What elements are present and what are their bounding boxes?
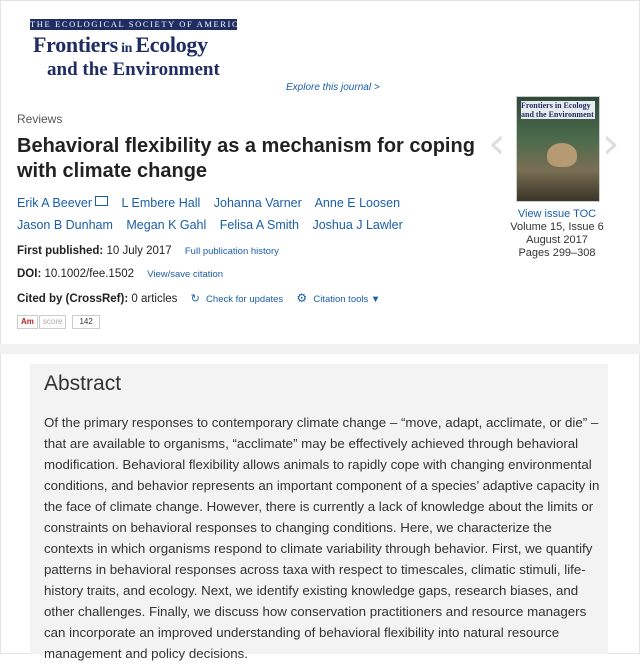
cited-by-label: Cited by (CrossRef):: [17, 293, 129, 305]
section-separator: [0, 344, 640, 354]
view-issue-toc-link[interactable]: View issue TOC: [517, 208, 597, 220]
first-published-date: 10 July 2017: [106, 245, 172, 257]
abstract-section: [30, 364, 608, 661]
author-list: [17, 192, 487, 236]
cited-by-count[interactable]: 0 articles: [131, 293, 178, 305]
issue-date: August 2017: [526, 234, 588, 246]
altmetric-badge[interactable]: [17, 315, 100, 329]
chevron-left-icon[interactable]: ‹: [488, 118, 506, 169]
refresh-icon: ↻: [190, 293, 200, 305]
abstract-heading: Abstract: [44, 372, 122, 395]
journal-title-in: in: [121, 41, 133, 56]
view-citation-link[interactable]: View/save citation: [147, 269, 224, 280]
explore-journal-link[interactable]: Explore this journal >: [286, 82, 380, 93]
doi-row: [17, 268, 223, 280]
journal-title-line2[interactable]: and the Environment: [47, 59, 220, 80]
author-link[interactable]: Joshua J Lawler: [312, 218, 403, 232]
doi-value: 10.1002/fee.1502: [44, 268, 135, 280]
author-link[interactable]: Erik A Beever: [17, 196, 108, 210]
first-published-row: [17, 245, 279, 257]
journal-title[interactable]: [33, 32, 208, 58]
author-link[interactable]: L Embere Hall: [121, 196, 201, 210]
abstract-text: Of the primary responses to contemporary climate change – “move, adapt, acclimate, or die” – that are available to organisms, “acclimate” may be effectively achieved through behavioral modification. Behavioral flexibility allows animals to rapidly cope with changing environmental conditions, and behavior represents an important component of a species’ adaptive capacity in the face of climate change. However, there is currently a lack of knowledge about the limits or constraints on behavioral responses to changing conditions. Here, we characterize the contexts in which organisms respond to climate variability through behavior. First, we quantify patterns in behavioral responses across taxa with respect to timescales, climatic stimuli, life-history traits, and ecology. Next, we identify existing knowledge gaps, research biases, and other challenges. Finally, we discuss how conservation practitioners and resource managers can incorporate an improved understanding of behavioral flexibility into natural resource management and policy decisions.: [44, 415, 600, 661]
issue-pages: Pages 299–308: [518, 247, 596, 259]
cover-title: Frontiers in Ecology and the Environment: [521, 101, 594, 119]
author-link[interactable]: Megan K Gahl: [126, 218, 207, 232]
issue-volume: Volume 15, Issue 6: [510, 221, 604, 233]
author-link[interactable]: Anne E Loosen: [314, 196, 401, 210]
article-section-label: Reviews: [17, 112, 63, 126]
altmetric-logo: Am: [17, 315, 38, 329]
author-link[interactable]: Jason B Dunham: [17, 218, 113, 232]
society-banner: THE ECOLOGICAL SOCIETY OF AMERICA: [30, 19, 247, 29]
cited-by-row: [17, 291, 380, 305]
chevron-right-icon[interactable]: ›: [602, 118, 620, 169]
altmetric-score: 142: [72, 315, 99, 329]
cover-animal-illustration: [547, 143, 577, 167]
email-icon[interactable]: [95, 196, 108, 206]
article-title: Behavioral flexibility as a mechanism for coping with climate change: [17, 135, 475, 182]
issue-info: [497, 208, 617, 260]
author-link[interactable]: Felisa A Smith: [219, 218, 299, 232]
publication-history-link[interactable]: Full publication history: [184, 246, 279, 257]
check-updates-link[interactable]: Check for updates: [206, 294, 284, 305]
journal-title-part1: Frontiers: [33, 32, 118, 57]
first-published-label: First published:: [17, 245, 104, 257]
gear-icon: ⚙: [296, 291, 308, 305]
altmetric-score-label: score: [39, 315, 67, 329]
citation-tools-dropdown[interactable]: Citation tools ▼: [313, 294, 381, 305]
issue-cover-image[interactable]: [516, 96, 600, 202]
author-link[interactable]: Johanna Varner: [213, 196, 302, 210]
journal-title-part2: Ecology: [135, 32, 208, 57]
doi-label: DOI:: [17, 268, 42, 280]
